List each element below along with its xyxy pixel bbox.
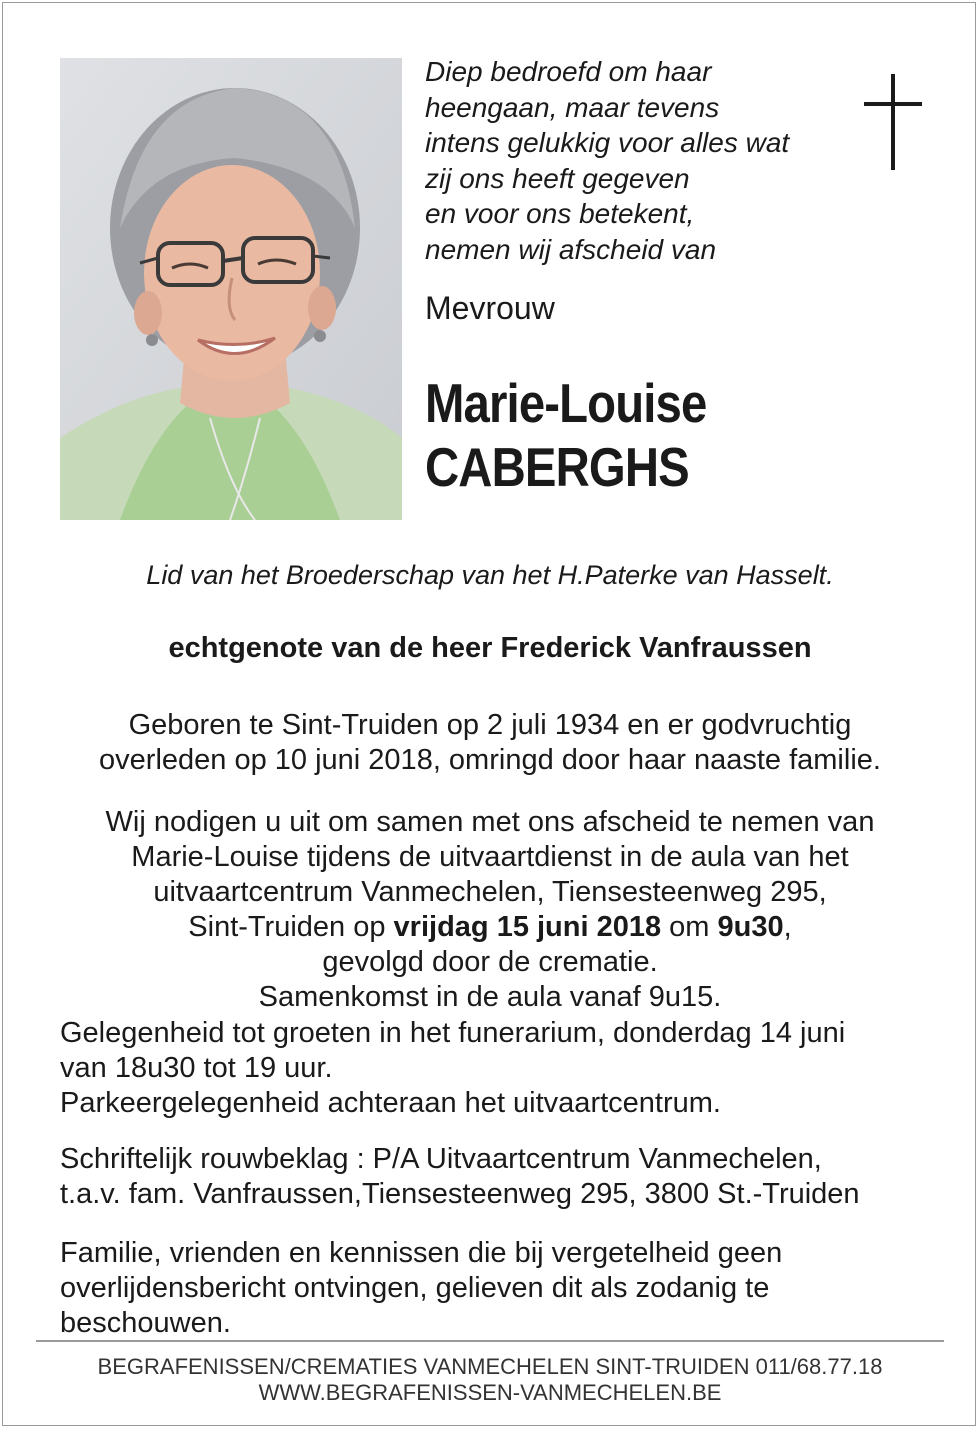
visit-line: Parkeergelegenheid achteraan het uitvaartcentrum. (60, 1087, 721, 1119)
notice-line: Familie, vrienden en kennissen die bij vergetelheid geen (60, 1237, 783, 1269)
visit-line: Gelegenheid tot groeten in het funerarium, donderdag 14 juni (60, 1017, 846, 1049)
intro-line: en voor ons betekent, (425, 198, 695, 229)
notice-text (60, 1236, 940, 1341)
last-name: CABERGHS (425, 436, 689, 498)
letter-line: Schriftelijk rouwbeklag : P/A Uitvaartcentrum Vanmechelen, (60, 1143, 822, 1175)
invite-line (40, 910, 940, 945)
birth-death-text (40, 708, 940, 778)
visit-line: van 18u30 tot 19 uur. (60, 1052, 333, 1084)
invitation-text (40, 805, 940, 1015)
footer-website: WWW.BEGRAFENISSEN-VANMECHELEN.BE (258, 1380, 722, 1405)
intro-line: nemen wij afscheid van (425, 233, 717, 265)
intro-line: zij ons heeft gegeven (425, 162, 690, 194)
born-line: overleden op 10 juni 2018, omringd door haar naaste familie. (99, 744, 881, 776)
letter-line: t.a.v. fam. Vanfraussen,Tiensesteenweg 295, 3800 St.-Truiden (60, 1178, 860, 1210)
deceased-name (425, 371, 706, 499)
invite-line: gevolgd door de crematie. (322, 946, 658, 978)
notice-line: beschouwen. (60, 1307, 231, 1339)
intro-line: Diep bedroefd om haar (425, 56, 712, 87)
invite-suffix: , (783, 911, 792, 943)
intro-line: intens gelukkig voor alles wat (425, 127, 790, 158)
notice-line: overlijdensbericht ontvingen, gelieven dit als zodanig te (60, 1272, 770, 1304)
condolence-address (60, 1142, 940, 1212)
born-line: Geboren te Sint-Truiden op 2 juli 1934 en er godvruchtig (128, 709, 852, 741)
invite-line: Marie-Louise tijdens de uitvaartdienst in de aula van het (131, 841, 849, 873)
funeral-home-footer (40, 1354, 940, 1406)
portrait-photo (60, 58, 402, 520)
invite-line: uitvaartcentrum Vanmechelen, Tiensesteenweg 295, (153, 876, 827, 908)
service-date: vrijdag 15 juni 2018 (393, 911, 662, 943)
intro-text (425, 54, 845, 267)
service-time: 9u30 (717, 911, 784, 943)
intro-line: heengaan, maar tevens (425, 91, 720, 123)
footer-divider (36, 1340, 944, 1342)
invite-line: Wij nodigen u uit om samen met ons afscheid te nemen van (105, 806, 875, 838)
footer-company: BEGRAFENISSEN/CREMATIES VANMECHELEN SINT-TRUIDEN 011/68.77.18 (97, 1354, 883, 1379)
invite-line: Samenkomst in de aula vanaf 9u15. (258, 981, 722, 1013)
visitation-text (60, 1016, 940, 1121)
membership-line: Lid van het Broederschap van het H.Paterke van Hasselt. (146, 560, 834, 590)
invite-prefix: Sint-Truiden op (188, 911, 394, 943)
cross-icon (864, 74, 922, 170)
honorific: Mevrouw (425, 290, 555, 326)
spouse-line: echtgenote van de heer Frederick Vanfraussen (168, 632, 812, 664)
invite-mid: om (661, 911, 718, 943)
first-name: Marie-Louise (425, 372, 707, 434)
